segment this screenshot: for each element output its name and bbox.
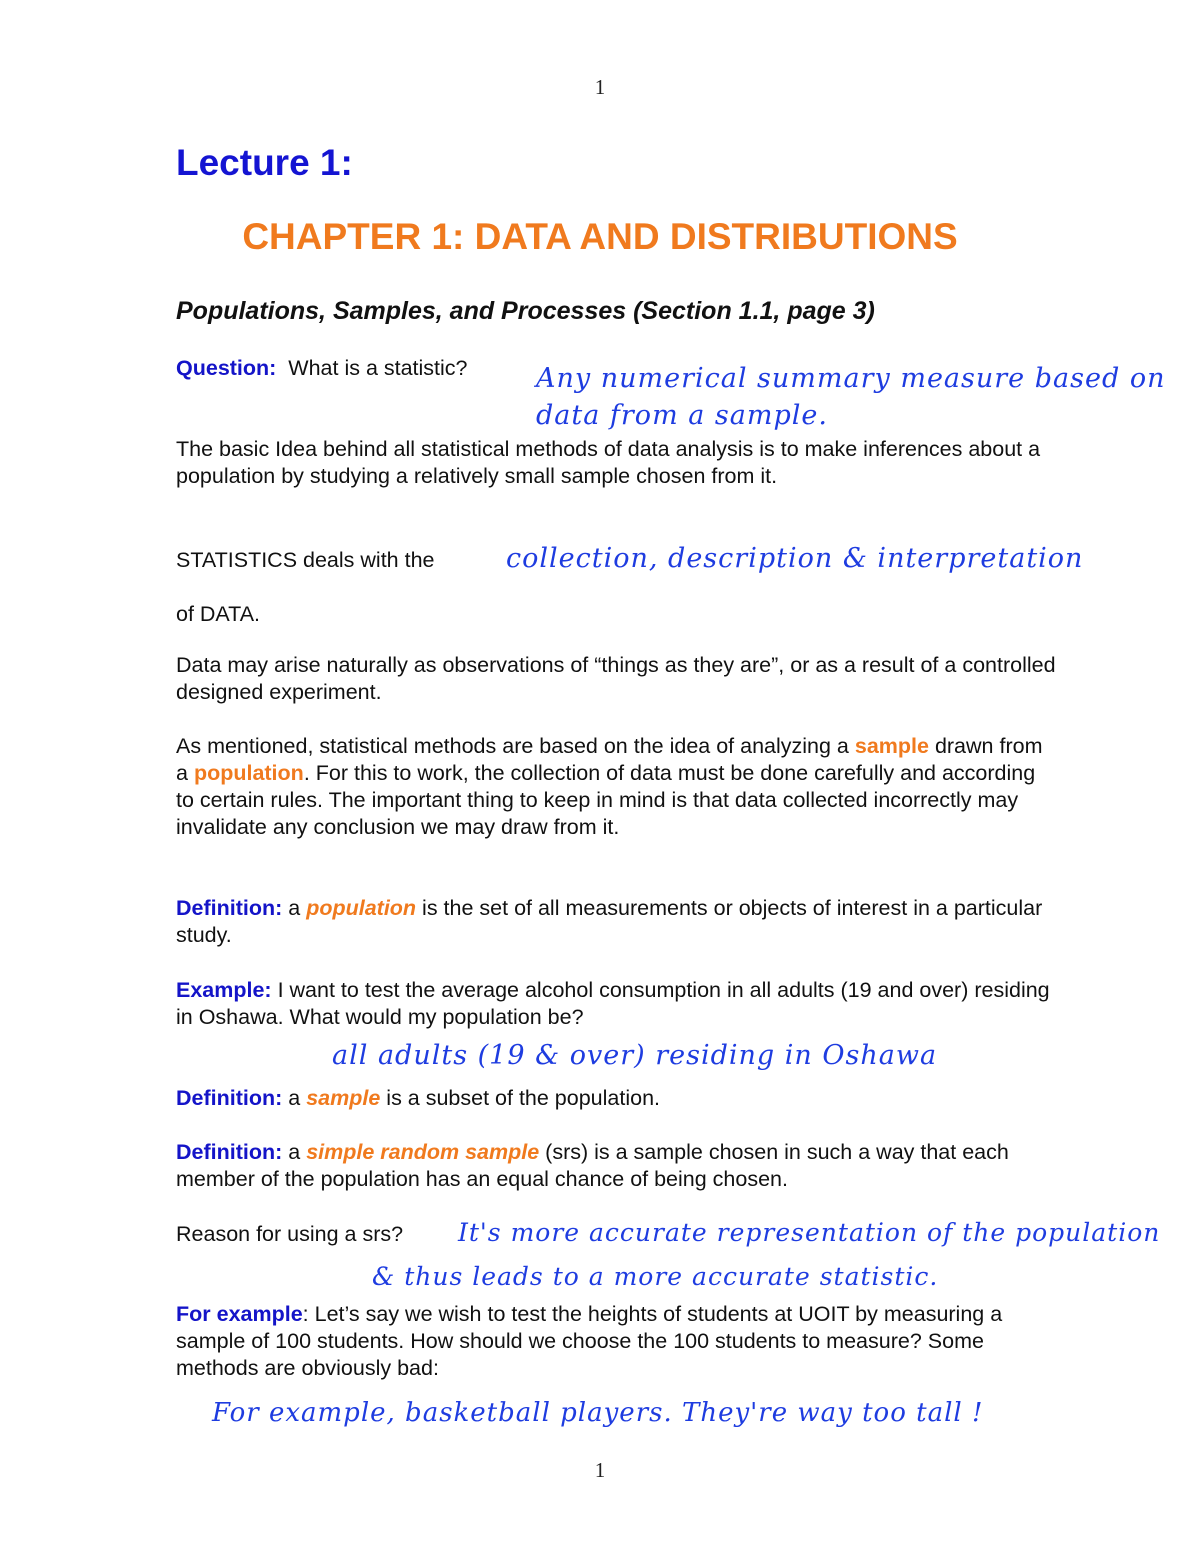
example-alcohol: [176, 977, 1056, 1031]
definition-label: Definition:: [176, 1086, 283, 1110]
example-label: Example:: [176, 978, 272, 1002]
reason-srs: Reason for using a srs?: [176, 1222, 404, 1246]
handwritten-bad-method-example: For example, basketball players. They're way too tall !: [212, 1398, 984, 1428]
text-span: As mentioned, statistical methods are based on the idea of analyzing a: [176, 734, 855, 758]
handwritten-reason-line1: It's more accurate representation of the population: [458, 1218, 1161, 1247]
term-simple-random-sample: simple random sample: [306, 1140, 540, 1164]
definition-label: Definition:: [176, 896, 283, 920]
term-population: population: [306, 896, 417, 920]
handwritten-statistics-definition: collection, description & interpretation: [506, 543, 1084, 574]
handwritten-answer-statistic-line2: data from a sample.: [536, 400, 828, 431]
definition-label: Definition:: [176, 1140, 283, 1164]
lecture-title: Lecture 1:: [176, 142, 353, 183]
question-text: What is a statistic?: [288, 356, 468, 380]
definition-population: [176, 895, 1056, 949]
for-example-label: For example: [176, 1302, 303, 1326]
text-span: a: [282, 1086, 307, 1110]
text-span: drawn from a: [176, 734, 1043, 785]
text-span: . For this to work, the collection of data must be done carefully and according to certain rules. The important thing to keep in mind is that data collected incorrectly may invalidate any conclusion we may draw from it.: [176, 761, 1036, 839]
question-label: Question:: [176, 356, 277, 380]
handwritten-reason-line2: & thus leads to a more accurate statistic.: [372, 1262, 939, 1291]
for-example-heights: [176, 1301, 1056, 1382]
term-population: population: [193, 761, 304, 785]
page-number-bottom: 1: [594, 1458, 606, 1482]
text-span: is a subset of the population.: [380, 1086, 661, 1110]
text-span: a: [282, 1140, 307, 1164]
page-number-top: 1: [594, 75, 606, 99]
chapter-title: CHAPTER 1: DATA AND DISTRIBUTIONS: [242, 216, 958, 257]
paragraph-data-arise: Data may arise naturally as observations of “things as they are”, or as a result of a controlled designed experiment.: [176, 653, 1056, 704]
paragraph-basic-idea: The basic Idea behind all statistical methods of data analysis is to make inferences about a population by studying a relatively small sample chosen from it.: [176, 437, 1041, 488]
term-sample: sample: [854, 734, 929, 758]
text-span: I want to test the average alcohol consumption in all adults (19 and over) residing in Oshawa. What would my population be?: [176, 978, 1050, 1029]
term-sample: sample: [306, 1086, 381, 1110]
text-span: is the set of all measurements or objects of interest in a particular study.: [176, 896, 1043, 947]
section-title: Populations, Samples, and Processes (Section 1.1, page 3): [176, 297, 875, 325]
handwritten-answer-statistic-line1: Any numerical summary measure based on: [536, 363, 1166, 394]
paragraph-as-mentioned: [176, 733, 1056, 841]
definition-sample: [176, 1085, 1056, 1112]
statistics-deals-with: STATISTICS deals with the: [176, 548, 435, 572]
handwritten-population-answer: all adults (19 & over) residing in Oshawa: [332, 1040, 938, 1071]
of-data: of DATA.: [176, 602, 261, 626]
text-span: : Let’s say we wish to test the heights of students at UOIT by measuring a sample of 100 students. How should we choose the 100 students to measure? Some methods are obviously bad:: [176, 1302, 1003, 1380]
definition-srs: [176, 1139, 1056, 1193]
text-span: (srs) is a sample chosen in such a way that each member of the population has an equal chance of being chosen.: [176, 1140, 1009, 1191]
text-span: a: [282, 896, 307, 920]
